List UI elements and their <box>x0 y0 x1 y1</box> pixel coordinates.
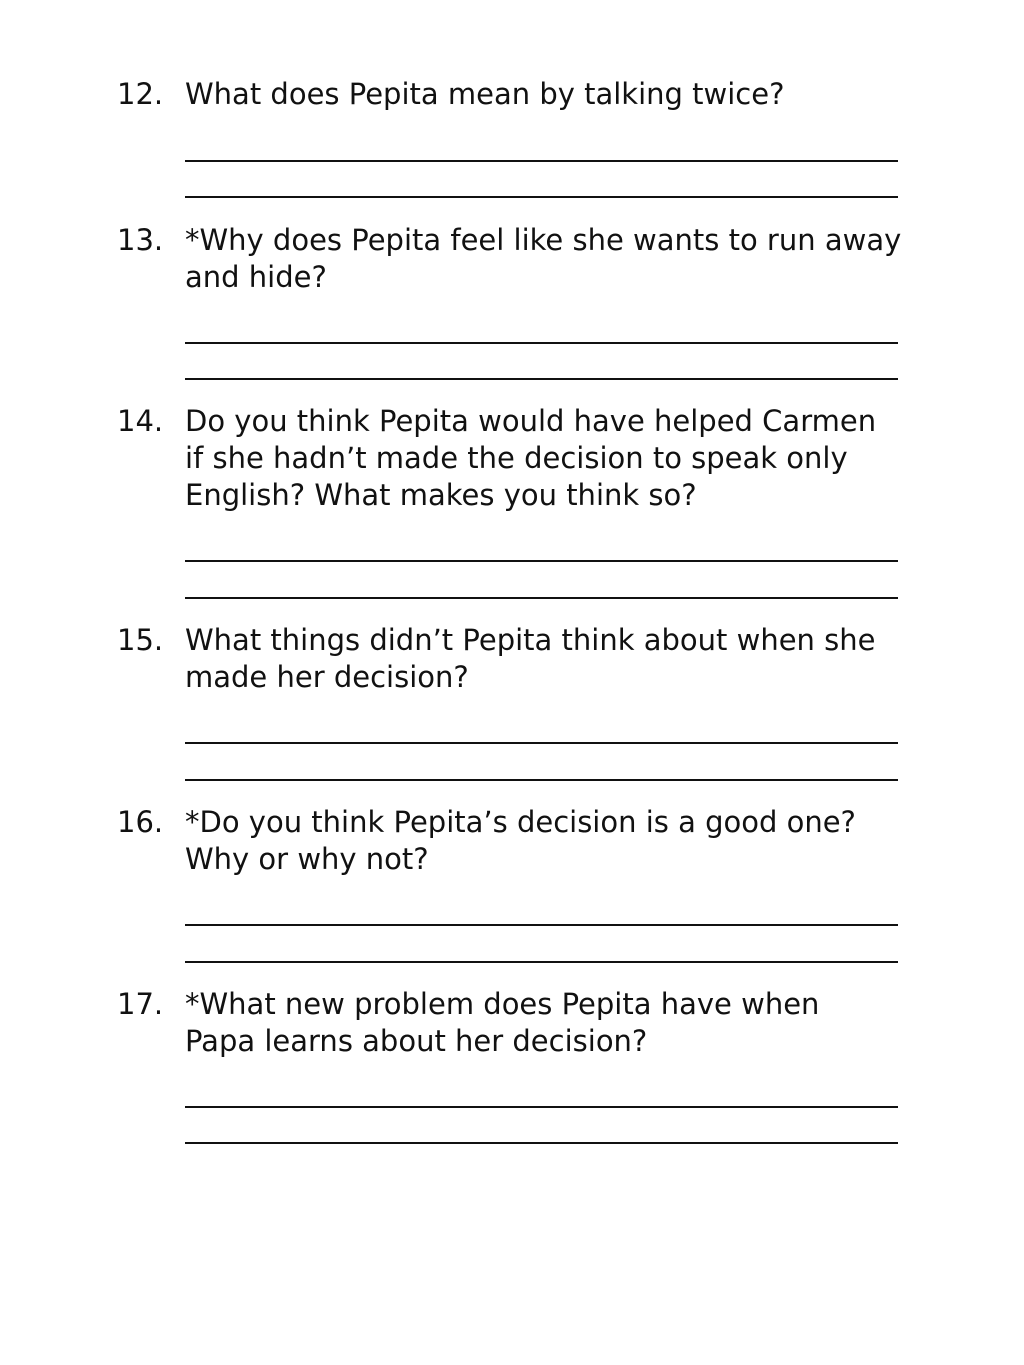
question-number: 12. <box>117 77 164 111</box>
answer-line-15b[interactable] <box>185 779 898 781</box>
question-text-line: Do you think Pepita would have helped Carmen <box>185 404 877 438</box>
question-text-line: Papa learns about her decision? <box>185 1024 648 1058</box>
question-text-line: English? What makes you think so? <box>185 478 697 512</box>
question-text <box>185 804 915 878</box>
question-text-line: and hide? <box>185 260 327 294</box>
question-number: 14. <box>117 404 164 438</box>
question-text-line: *Do you think Pepita’s decision is a good one? <box>185 805 856 839</box>
answer-line-17b[interactable] <box>185 1142 898 1144</box>
question-text-line: Why or why not? <box>185 842 429 876</box>
answer-line-12a[interactable] <box>185 160 898 162</box>
question-text <box>185 76 915 113</box>
answer-line-13a[interactable] <box>185 342 898 344</box>
answer-line-15a[interactable] <box>185 742 898 744</box>
question-number: 17. <box>117 987 164 1021</box>
answer-line-12b[interactable] <box>185 196 898 198</box>
question-text <box>185 222 915 296</box>
question-text-line: made her decision? <box>185 660 469 694</box>
answer-line-13b[interactable] <box>185 378 898 380</box>
question-text-line: *What new problem does Pepita have when <box>185 987 820 1021</box>
answer-line-17a[interactable] <box>185 1106 898 1108</box>
question-text <box>185 403 915 514</box>
question-number: 16. <box>117 805 164 839</box>
question-text-line: What does Pepita mean by talking twice? <box>185 77 785 111</box>
question-number: 13. <box>117 223 164 257</box>
question-text-line: What things didn’t Pepita think about when she <box>185 623 876 657</box>
answer-line-14a[interactable] <box>185 560 898 562</box>
answer-line-16a[interactable] <box>185 924 898 926</box>
answer-line-14b[interactable] <box>185 597 898 599</box>
question-text-line: *Why does Pepita feel like she wants to run away <box>185 223 902 257</box>
answer-line-16b[interactable] <box>185 961 898 963</box>
question-text <box>185 986 915 1060</box>
question-text-line: if she hadn’t made the decision to speak only <box>185 441 848 475</box>
question-text <box>185 622 915 696</box>
question-number: 15. <box>117 623 164 657</box>
